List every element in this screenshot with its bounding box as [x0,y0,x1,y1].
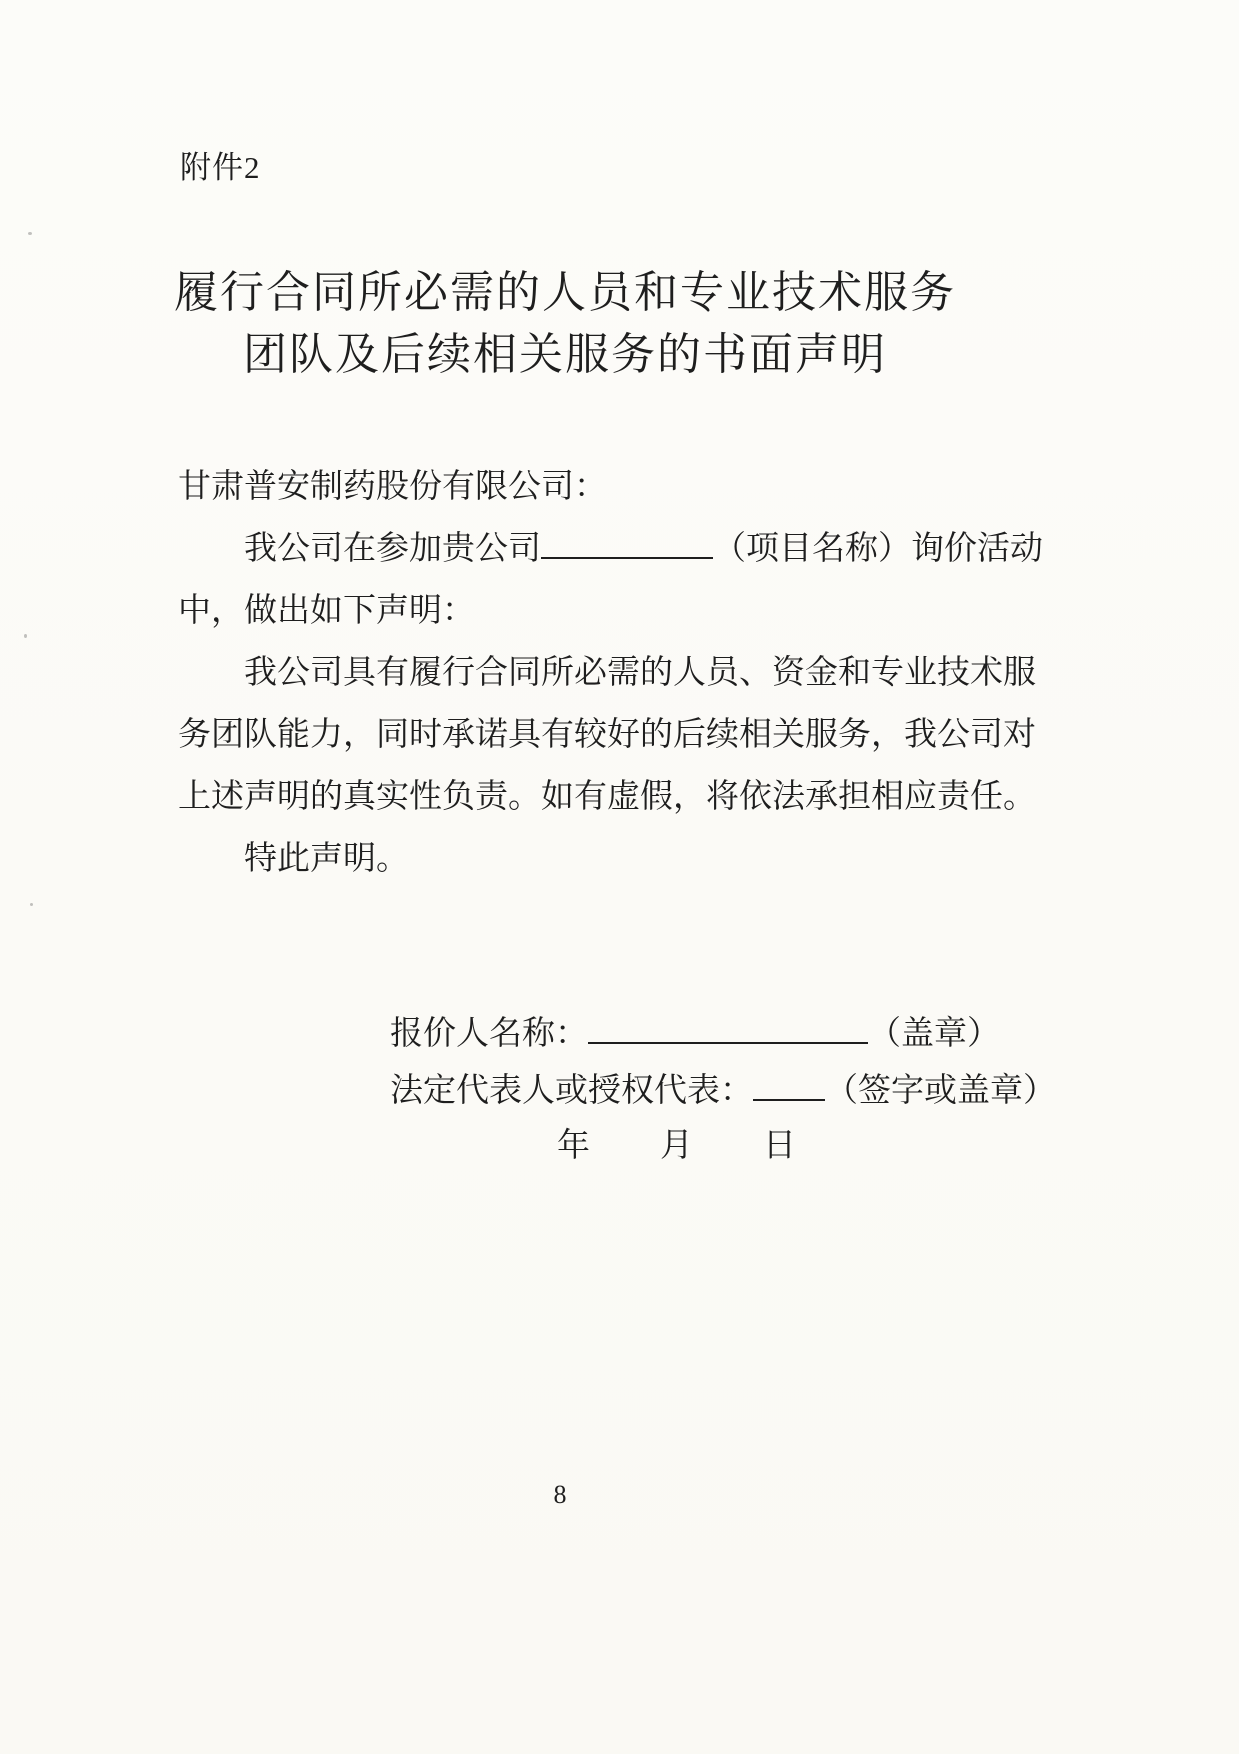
document-title [0,262,1130,386]
salutation-line: 甘肃普安制药股份有限公司： [178,469,607,505]
bidder-name-label: 报价人名称： [390,1016,588,1052]
paragraph2-line3: 上述声明的真实性负责。如有虚假，将依法承担相应责任。 [178,779,1036,815]
paragraph2-line1: 我公司具有履行合同所必需的人员、资金和专业技术服 [244,655,1036,691]
paragraph1-line1 [178,523,1068,585]
document-title-line2: 团队及后续相关服务的书面声明 [243,330,887,379]
scan-artifact [28,232,32,235]
paragraph1-line2: 中，做出如下声明： [178,593,475,629]
project-name-blank [541,523,713,559]
paragraph1-text-after-blank: （项目名称）询价活动 [713,531,1043,567]
page-number: 8 [553,1480,567,1509]
date-line [557,1122,796,1170]
bidder-name-blank [588,1008,868,1044]
bidder-name-line [390,1008,1056,1065]
signature-block [390,1008,1056,1122]
document-title-line1: 履行合同所必需的人员和专业技术服务 [174,268,956,317]
date-year-label: 年 [557,1128,590,1164]
date-day-label: 日 [763,1128,796,1164]
document-body [178,461,1068,895]
paragraph1-text-before-blank: 我公司在参加贵公司 [244,531,541,567]
representative-suffix: （签字或盖章） [825,1073,1056,1109]
scan-artifact [24,634,27,638]
representative-signature-blank [753,1065,825,1101]
scan-artifact [30,903,33,906]
attachment-label: 附件2 [180,150,261,185]
bidder-stamp-suffix: （盖章） [868,1016,1000,1052]
closing-statement: 特此声明。 [244,841,409,877]
representative-label: 法定代表人或授权代表： [390,1073,753,1109]
representative-line [390,1065,1056,1122]
date-month-label: 月 [660,1128,693,1164]
paragraph2-line2: 务团队能力，同时承诺具有较好的后续相关服务，我公司对 [178,717,1036,753]
